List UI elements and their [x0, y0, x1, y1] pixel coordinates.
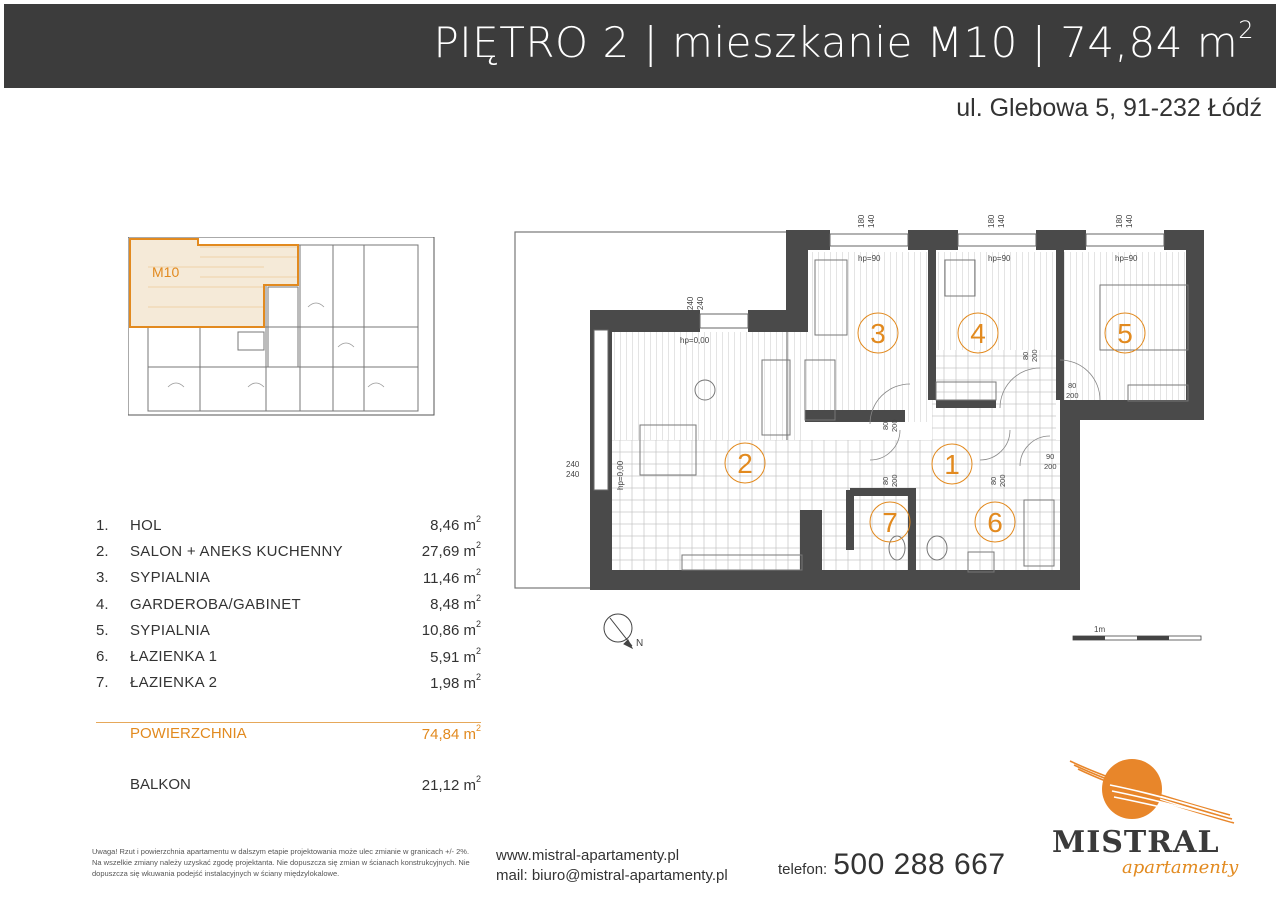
door-dim-hol-a: 90 — [1046, 452, 1055, 461]
north-label: N — [636, 638, 644, 649]
balcony-row — [96, 776, 481, 794]
room-name: ŁAZIENKA 1 — [130, 648, 218, 666]
mistral-logo — [1050, 755, 1260, 885]
room-number-2: 2 — [737, 448, 753, 479]
door-dim-hol-b: 200 — [1044, 462, 1057, 471]
title-sup: 2 — [1238, 16, 1254, 44]
win-dim-5b: 140 — [1125, 214, 1134, 228]
scale-bar — [1073, 636, 1201, 640]
room-number-6: 6 — [987, 507, 1003, 538]
room-number-5: 5 — [1117, 318, 1133, 349]
contact-block — [496, 846, 728, 886]
hp-label-room3: hp=90 — [858, 254, 881, 263]
scale-label: 1m — [1094, 625, 1106, 634]
room-row — [96, 565, 481, 591]
room-name: SALON + ANEKS KUCHENNY — [130, 542, 343, 560]
room-index: 5. — [96, 621, 109, 639]
room-name: SYPIALNIA — [130, 569, 211, 587]
logo-wordmark: MISTRAL — [1052, 825, 1220, 860]
room-area: 11,46 $m^2$ — [422, 566, 481, 587]
win-dim-3b: 140 — [867, 214, 876, 228]
door-dim-7b: 200 — [890, 474, 899, 487]
phone-label: telefon: — [778, 861, 828, 878]
win-dim-side-a: 240 — [566, 460, 580, 469]
win-dim-4b: 140 — [997, 214, 1006, 228]
hp-label-window: hp=0,00 — [616, 460, 625, 490]
door-dim-6a: 80 — [989, 476, 998, 485]
address: ul. Glebowa 5, 91-232 Łódź — [956, 94, 1262, 122]
total-label: POWIERZCHNIA — [130, 725, 247, 742]
room-area: 27,69 $m^2$ — [421, 540, 481, 561]
disclaimer-note: Uwaga! Rzut i powierzchnia apartamentu w dalszym etapie projektowania może ulec zmianie w granicach +/- 2%. Na wszelkie zmiany należy uzyskać zgodę projektanta. Nie dopuszcza się zmian w ścianach konstrukcyjnych. Nie dopuszcza się wkuwania podejść instalacyjnych w ściany międzylokalowe. — [92, 847, 470, 878]
balcony-label: BALKON — [130, 776, 191, 793]
room-number-1: 1 — [944, 449, 960, 480]
keyplan-unit-label: M10 — [152, 264, 180, 280]
room-row — [96, 512, 481, 538]
room-list — [96, 512, 481, 696]
room-name: ŁAZIENKA 2 — [130, 674, 218, 692]
page-title — [433, 18, 1254, 67]
win-dim-3a: 180 — [857, 214, 866, 228]
email-link[interactable]: mail: biuro@mistral-apartamenty.pl — [496, 867, 728, 884]
north-compass-icon — [604, 614, 632, 648]
win-dim-4a: 180 — [987, 214, 996, 228]
room-number-7: 7 — [882, 507, 898, 538]
room-name: SYPIALNIA — [130, 621, 211, 639]
room-row — [96, 670, 481, 696]
room-index: 7. — [96, 674, 109, 692]
key-plan — [128, 237, 436, 417]
door-dim-3a: 80 — [881, 421, 890, 430]
website-link[interactable]: www.mistral-apartamenty.pl — [496, 847, 680, 864]
room-number-4: 4 — [970, 318, 986, 349]
phone-number[interactable]: 500 288 667 — [833, 848, 1006, 881]
room-row — [96, 538, 481, 564]
balcony-area: 21,12 $m^2$ — [421, 774, 481, 794]
room-index: 1. — [96, 516, 109, 534]
win-dim-salon-a: 240 — [686, 296, 695, 310]
room-index: 4. — [96, 595, 109, 613]
phone-block — [778, 848, 1006, 882]
header-bar — [4, 4, 1276, 88]
door-dim-5a: 80 — [1068, 381, 1077, 390]
door-dim-4b: 200 — [1030, 349, 1039, 362]
total-area-row — [96, 722, 481, 743]
door-dim-7a: 80 — [881, 476, 890, 485]
room-name: HOL — [130, 516, 162, 534]
floor-plan — [500, 200, 1240, 660]
room-row — [96, 591, 481, 617]
room-index: 3. — [96, 569, 109, 587]
win-dim-salon-b: 240 — [696, 296, 705, 310]
door-dim-3b: 200 — [890, 419, 899, 432]
room-row — [96, 617, 481, 643]
hp-label-room5: hp=90 — [1115, 254, 1138, 263]
room-area: 1,98 $m^2$ — [430, 671, 481, 692]
room-area: 5,91 $m^2$ — [430, 645, 481, 666]
room-number-3: 3 — [870, 318, 886, 349]
room-area: 8,48 $m^2$ — [430, 593, 481, 614]
title-text: PIĘTRO 2 | mieszkanie M10 | 74,84 m — [433, 18, 1239, 67]
win-dim-5a: 180 — [1115, 214, 1124, 228]
room-row — [96, 643, 481, 669]
door-dim-6b: 200 — [998, 474, 1007, 487]
hp-label-salon: hp=0,00 — [680, 336, 710, 345]
door-dim-4a: 80 — [1021, 351, 1030, 360]
room-index: 2. — [96, 542, 109, 560]
win-dim-side-b: 240 — [566, 470, 580, 479]
room-index: 6. — [96, 648, 109, 666]
room-area: 8,46 $m^2$ — [430, 514, 481, 535]
sun-logo-icon — [1050, 755, 1260, 835]
total-area: 74,84 $m^2$ — [421, 723, 481, 743]
logo-subtitle: apartamenty — [1122, 857, 1239, 878]
room-name: GARDEROBA/GABINET — [130, 595, 301, 613]
door-dim-5b: 200 — [1066, 391, 1079, 400]
hp-label-room4: hp=90 — [988, 254, 1011, 263]
room-area: 10,86 $m^2$ — [421, 619, 481, 640]
